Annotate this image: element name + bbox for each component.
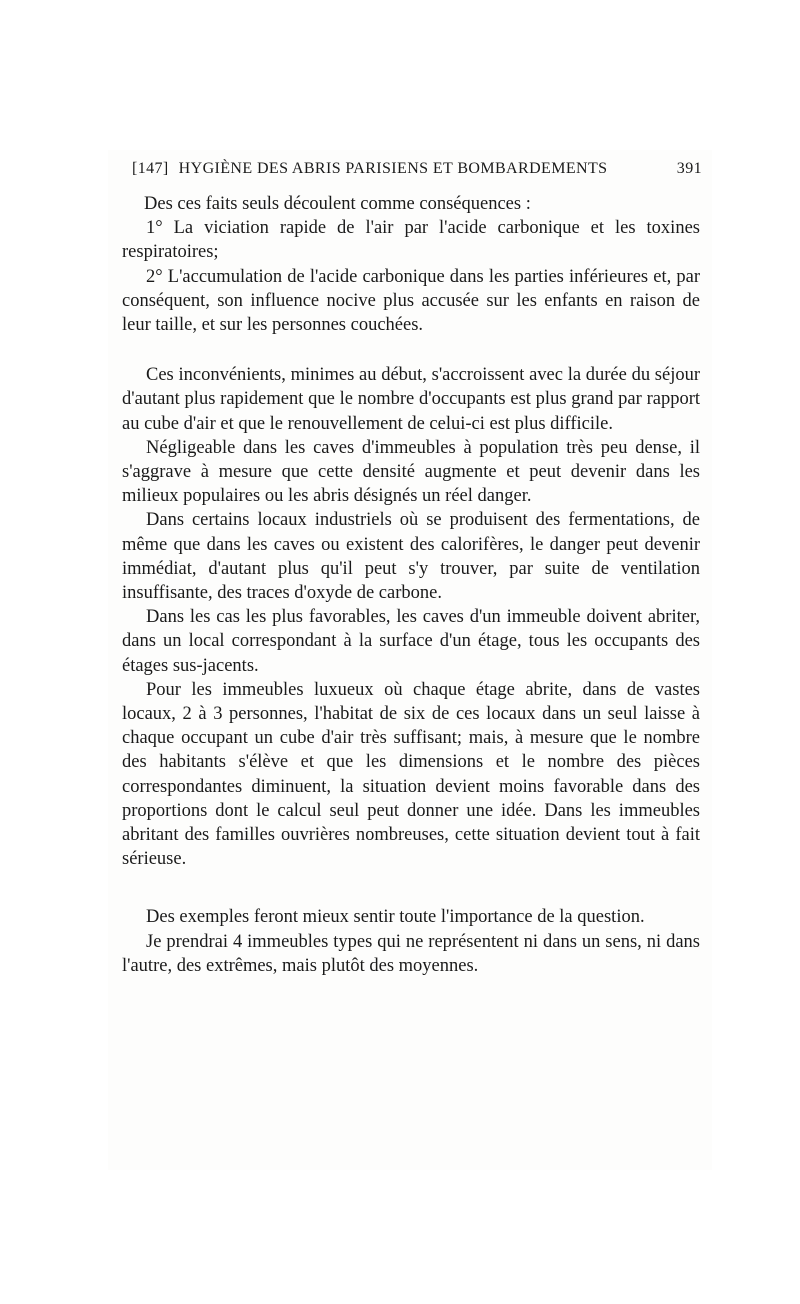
paragraph: Ces inconvénients, minimes au début, s'accroissent avec la durée du séjour d'autant plus rapidement que le nombre d'occupants est plus grand par rapport au cube d'air et que le renouvellement de celui-ci est plus difficile.: [122, 365, 700, 434]
list-item: 2° L'accumulation de l'acide carbonique dans les parties inférieures et, par conséquent, son influence nocive plus accusée sur les enfants en raison de leur taille, et sur les personnes couchées.: [122, 266, 700, 336]
page-reference: [147]: [132, 160, 169, 177]
list-item: 1° La viciation rapide de l'air par l'acide carbonique et les toxines respiratoires;: [122, 218, 700, 263]
paragraph: Des ces faits seuls découlent comme conséquences :: [144, 194, 531, 214]
body-text: [122, 192, 700, 978]
paragraph: Dans les cas les plus favorables, les caves d'un immeuble doivent abriter, dans un local correspondant à la surface d'un étage, tous les occupants des étages sus-jacents.: [122, 607, 700, 676]
paragraph: Des exemples feront mieux sentir toute l'importance de la question.: [146, 907, 645, 928]
paragraph: Pour les immeubles luxueux où chaque étage abrite, dans de vastes locaux, 2 à 3 personnes, l'habitat de six de ces locaux dans un seul laisse à chaque occupant un cube d'air très suffisant; mais, à mesure que le nombre des habitants s'élève et que les dimensions et le nombre des pièces correspondantes diminuent, la situation devient moins favorable dans des proportions dont le calcul seul peut donner une idée. Dans les immeubles abritant des familles ouvrières nombreuses, cette situation devient tout à fait sérieuse.: [122, 679, 700, 870]
paragraph: Je prendrai 4 immeubles types qui ne représentent ni dans un sens, ni dans l'autre, des extrêmes, mais plutôt des moyennes.: [122, 931, 700, 976]
running-title: HYGIÈNE DES ABRIS PARISIENS ET BOMBARDEMENTS: [178, 160, 608, 177]
paragraph: Dans certains locaux industriels où se produisent des fermentations, de même que dans les caves ou existent des calorifères, le danger peut devenir immédiat, d'autant plus qu'il peut s'y trouver, par suite de ventilation insuffisante, des traces d'oxyde de carbone.: [122, 510, 700, 604]
paragraph: Négligeable dans les caves d'immeubles à population très peu dense, il s'aggrave à mesure que cette densité augmente et peut devenir dans les milieux populaires ou les abris désignés un réel danger.: [122, 437, 700, 507]
page-number: 391: [676, 160, 702, 177]
running-header: [132, 160, 702, 182]
